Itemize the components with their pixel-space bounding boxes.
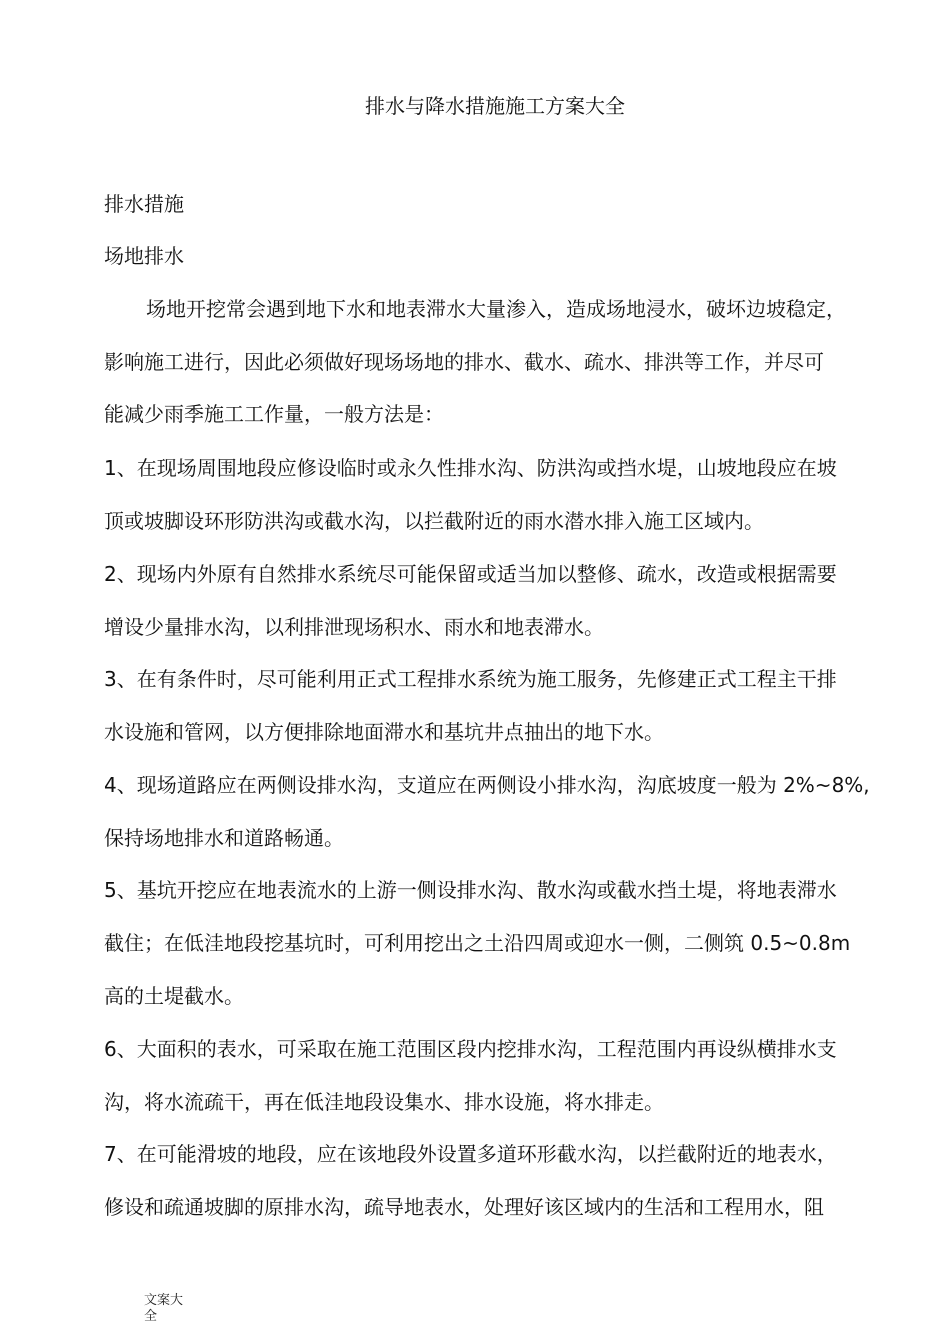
- subsection-heading: 场地排水: [104, 244, 184, 268]
- footer-label: 文案大全: [144, 1293, 184, 1324]
- list-item-line: 6、大面积的表水，可采取在施工范围区段内挖排水沟，工程范围内再设纵横排水支: [104, 1037, 837, 1061]
- list-item-line: 7、在可能滑坡的地段，应在该地段外设置多道环形截水沟，以拦截附近的地表水，: [104, 1142, 837, 1166]
- list-item-line: 高的土堤截水。: [104, 984, 244, 1008]
- list-item-line: 1、在现场周围地段应修设临时或永久性排水沟、防洪沟或挡水堤，山坡地段应在坡: [104, 456, 837, 480]
- list-item-line: 顶或坡脚设环形防洪沟或截水沟，以拦截附近的雨水潜水排入施工区域内。: [104, 509, 764, 533]
- list-item-line: 修设和疏通坡脚的原排水沟，疏导地表水，处理好该区域内的生活和工程用水，阻: [104, 1195, 824, 1219]
- list-item-line: 截住；在低洼地段挖基坑时，可利用挖出之土沿四周或迎水一侧，二侧筑 0.5~0.8m: [104, 931, 851, 955]
- list-item-line: 水设施和管网，以方便排除地面滞水和基坑井点抽出的地下水。: [104, 720, 664, 744]
- list-item-line: 沟，将水流疏干，再在低洼地段设集水、排水设施，将水排走。: [104, 1090, 664, 1114]
- list-item-line: 增设少量排水沟，以利排泄现场积水、雨水和地表滞水。: [104, 615, 604, 639]
- list-item-line: 保持场地排水和道路畅通。: [104, 826, 344, 850]
- paragraph-line: 场地开挖常会遇到地下水和地表滞水大量渗入，造成场地浸水，破坏边坡稳定，: [146, 297, 846, 321]
- paragraph-line: 能减少雨季施工工作量，一般方法是：: [104, 402, 444, 426]
- document-title: 排水与降水措施施工方案大全: [365, 94, 625, 118]
- paragraph-line: 影响施工进行，因此必须做好现场场地的排水、截水、疏水、排洪等工作，并尽可: [104, 350, 824, 374]
- list-item-line: 4、现场道路应在两侧设排水沟，支道应在两侧设小排水沟，沟底坡度一般为 2%~8%,: [104, 773, 870, 797]
- list-item-line: 2、现场内外原有自然排水系统尽可能保留或适当加以整修、疏水，改造或根据需要: [104, 562, 837, 586]
- list-item-line: 5、基坑开挖应在地表流水的上游一侧设排水沟、散水沟或截水挡土堤，将地表滞水: [104, 878, 837, 902]
- list-item-line: 3、在有条件时，尽可能利用正式工程排水系统为施工服务，先修建正式工程主干排: [104, 667, 837, 691]
- section-heading: 排水措施: [104, 192, 184, 216]
